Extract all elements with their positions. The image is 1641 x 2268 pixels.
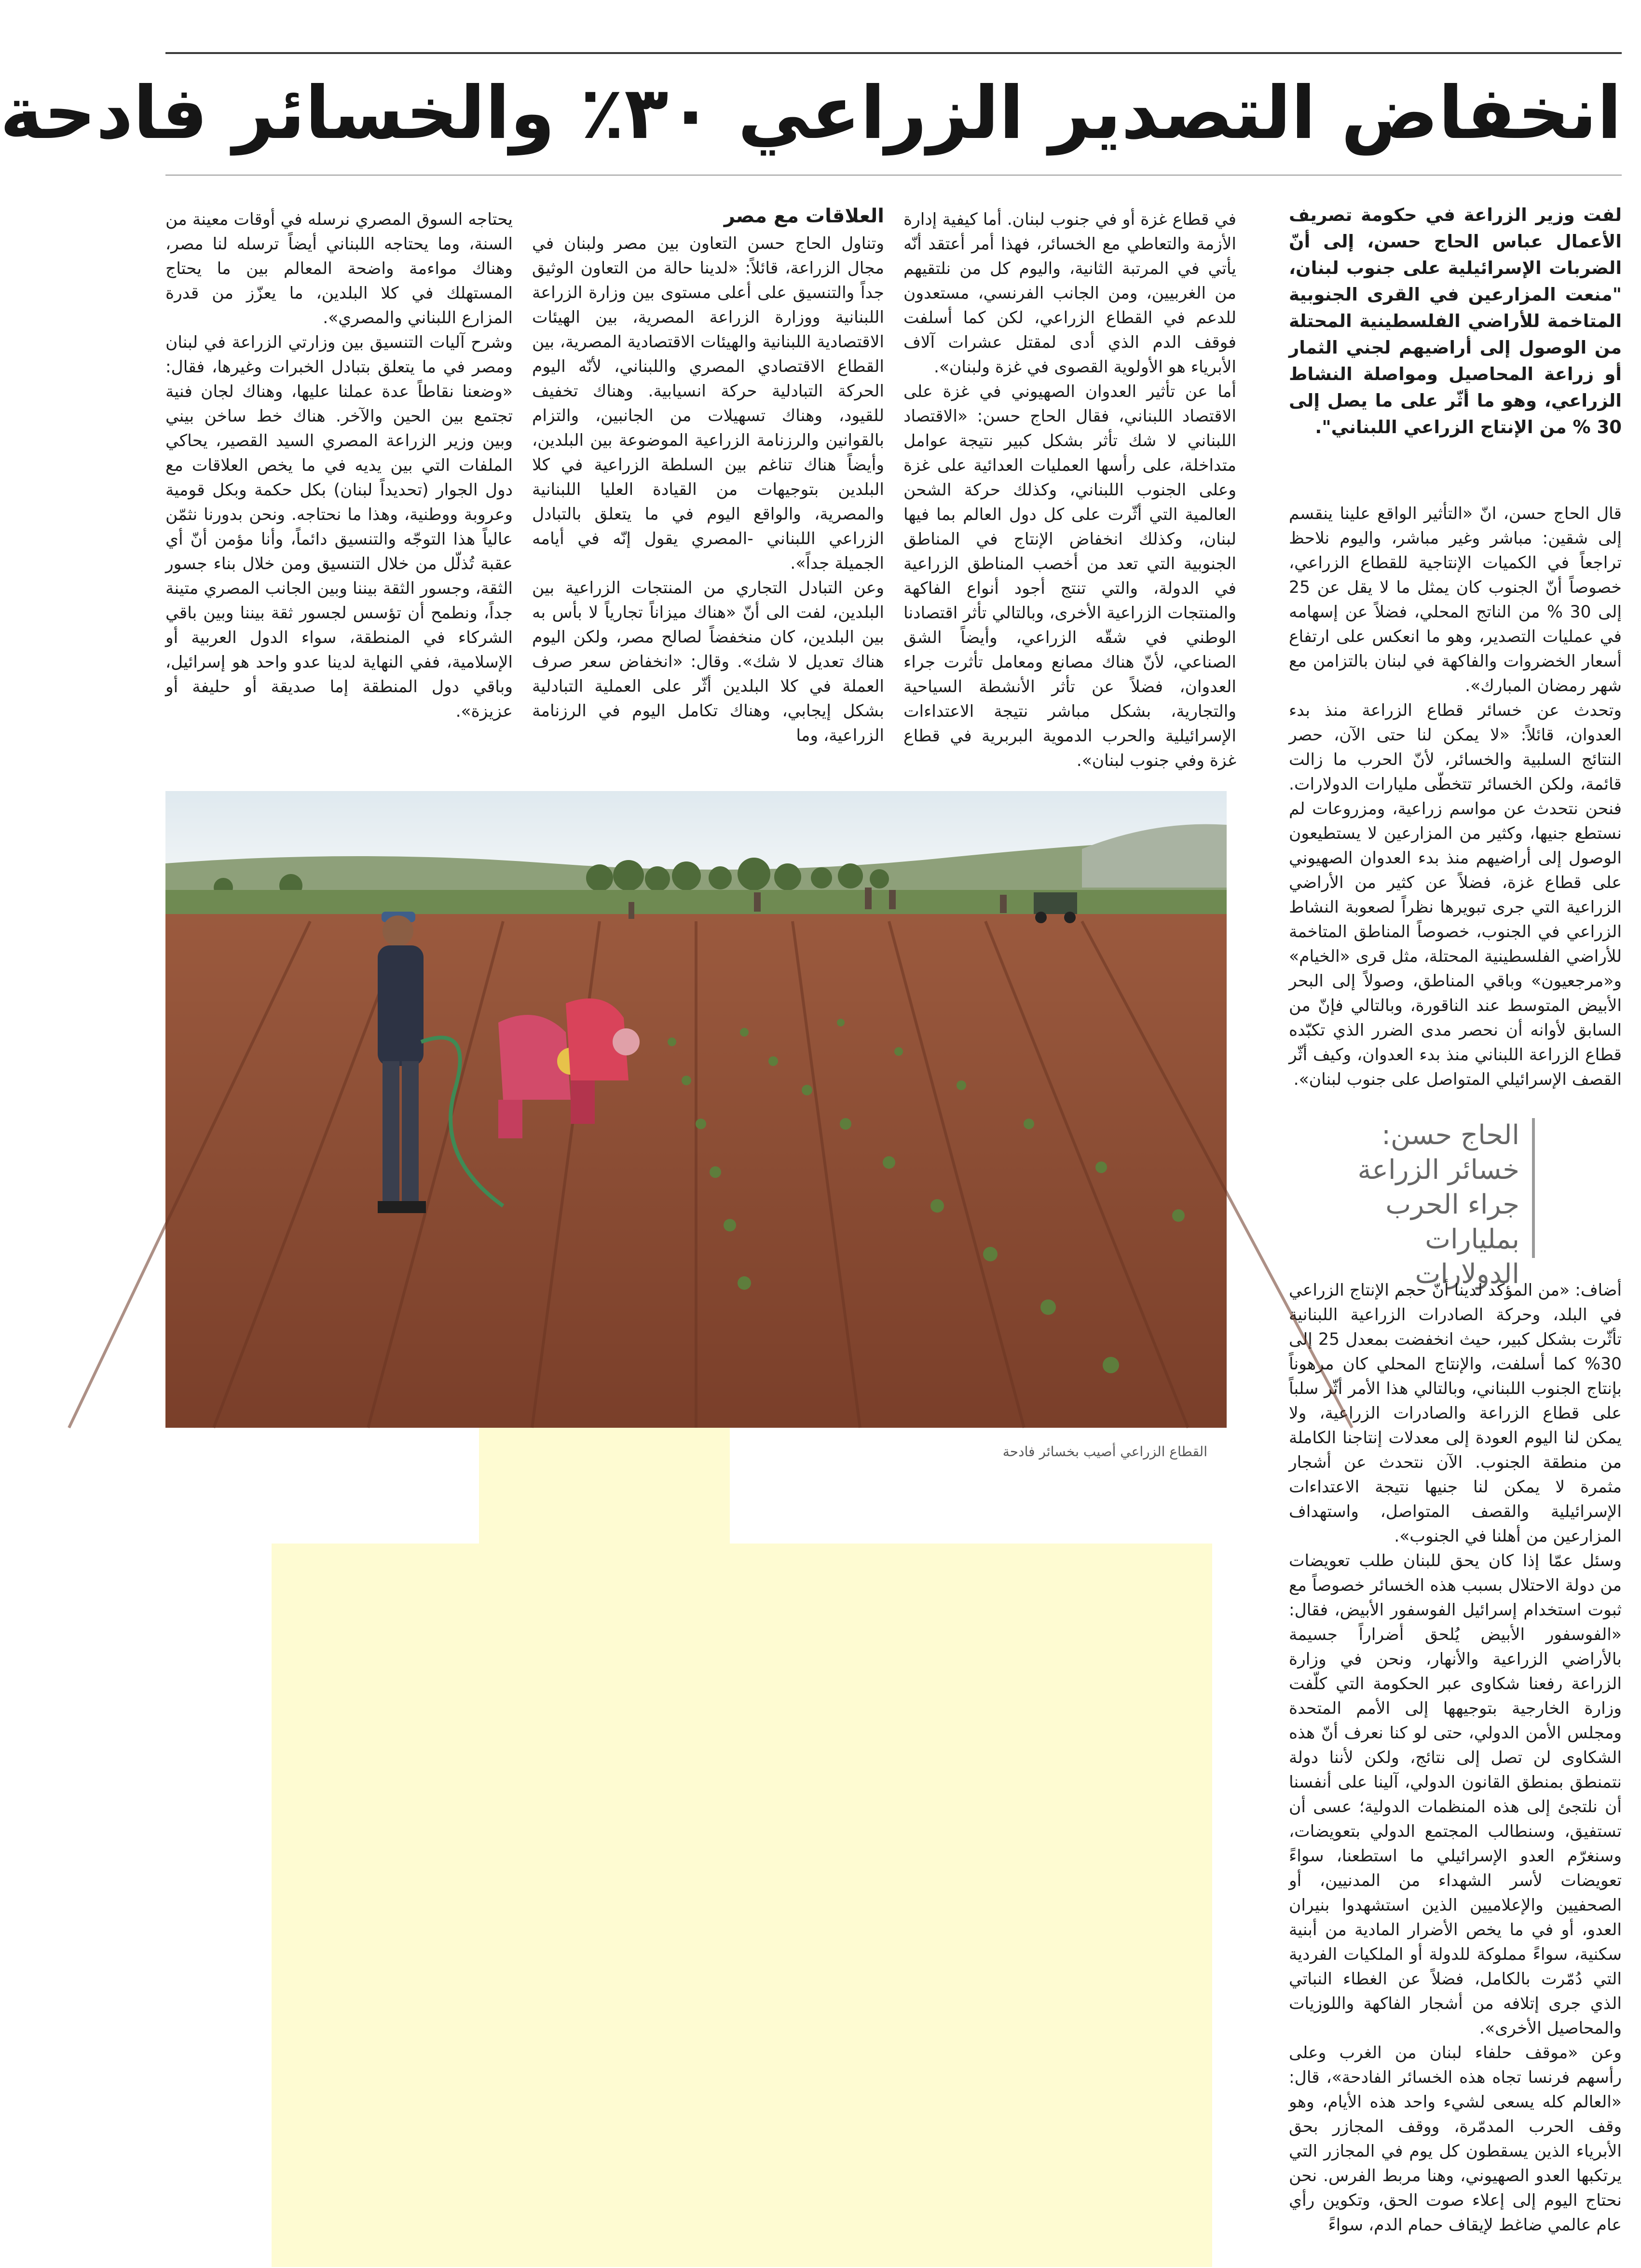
photo-caption: القطاع الزراعي أصيب بخسائر فادحة (1002, 1444, 1207, 1460)
col1b-paragraph: وسئل عمّا إذا كان يحق للبنان طلب تعويضات من دولة الاحتلال بسبب هذه الخسائر خصوصاً مع ثبوت استخدام إسرائيل الفوسفور الأبيض، فقال: «الفوسفور الأبيض يُلحق أضراراً جسيمة بالأراضي الزراعية والأنهار، ونحن في وزارة الزراعة رفعنا شكاوى عبر الحكومة التي كلّفت وزارة الخارجية بتوجيهها إلى الأمم المتحدة ومجلس الأمن الدولي، حتى لو كنا نعرف أنّ هذه الشكاوى لن تصل إلى نتائج، ولكن لأننا دولة نتمنطق بمنطق القانون الدولي، آلينا على أنفسنا أن نلتجئ إلى هذه المنظمات الدولية؛ عسى أن تستفيق، وسنطالب المجتمع الدولي بتعويضات، وسنغرّم العدو الإسرائيلي ما استطعنا، سواءً تعويضات لأسر الشهداء من المدنيين، أو الصحفيين والإعلاميين الذين استشهدوا بنيران العدو، أو في ما يخص الأضرار المادية من أبنية سكنية، سواءً مملوكة للدولة أو الملكيات الفردية التي دُمّرت بالكامل، فضلاً عن الغطاء النباتي الذي جرى إتلافه من أشجار الفاكهة واللوزيات والمحاصيل الأخرى». (1289, 1551, 1622, 2038)
section-subhead: العلاقات مع مصر (724, 205, 884, 227)
col4-paragraph: يحتاجه السوق المصري نرسله في أوقات معينة من السنة، وما يحتاجه اللبناني أيضاً ترسله لنا مصر، وهناك مواءمة واضحة المعالم بين ما يحتاج المستهلك في كلا البلدين، ما يعزّز من قدرة المزارع اللبناني والمصري». (165, 210, 513, 328)
highlight-overlay (479, 1428, 730, 1544)
pull-quote (1318, 1118, 1535, 1290)
col3-paragraph: وتناول الحاج حسن التعاون بين مصر ولبنان في مجال الزراعة، قائلاً: «لدينا حالة من التعاون الوثيق جداً والتنسيق على أعلى مستوى بين وزارة الزراعة اللبنانية ووزارة الزراعة المصرية، بين الهيئات الاقتصادية اللبنانية والهيئات الاقتصادية المصرية، بين القطاع الاقتصادي المصري واللبناني، لأنّه اليوم الحركة التبادلية حركة انسيابية. وهناك تخفيف للقيود، وهناك تسهيلات من الجانبين، والتزام بالقوانين والرزنامة الزراعية الموضوعة بين البلدين، وأيضاً هناك تناغم بين السلطة الزراعية في كلا البلدين بتوجيهات من القيادة العليا اللبنانية والمصرية، والواقع اليوم في ما يتعلق بالتبادل الزراعي اللبناني -المصري يقول إنّه في أيامه الجميلة جداً». (532, 234, 884, 573)
farm-field-photo (165, 791, 1227, 1428)
col2-paragraph: أما عن تأثير العدوان الصهيوني في غزة على الاقتصاد اللبناني، فقال الحاج حسن: «الاقتصاد اللبناني لا شك تأثر بشكل كبير نتيجة عوامل متداخلة، على رأسها العمليات العدائية على غزة وعلى الجنوب اللبناني، وكذلك حركة الشحن العالمية التي أثّرت على كل دول العالم بما فيها لبنان، وكذلك انخفاض الإنتاج في المناطق الجنوبية التي تعد من أخصب المناطق الزراعية في الدولة، والتي تنتج أجود أنواع الفاكهة والمنتجات الزراعية الأخرى، وبالتالي تأثر اقتصادنا الوطني في شقّه الزراعي، وأيضاً الشق الصناعي، لأنّ هناك مصانع ومعامل تأثرت جراء العدوان، فضلاً عن تأثر الأنشطة السياحية والتجارية، بشكل مباشر نتيجة الاعتداءات الإسرائيلية والحرب الدموية البربرية في قطاع غزة وفي جنوب لبنان». (903, 382, 1236, 770)
col1b-paragraph: أضاف: «من المؤكد لدينا أنّ حجم الإنتاج الزراعي في البلد، وحركة الصادرات الزراعية اللبنانية تأثّرت بشكل كبير، حيث انخفضت بمعدل 25 إلى 30% كما أسلفت، والإنتاج المحلي كان مرهوناً بإنتاج الجنوب اللبناني، وبالتالي هذا الأمر أثّر سلباً على قطاع الزراعة والصادرات الزراعية، ولا يمكن لنا اليوم العودة إلى معدلات إنتاجنا الكاملة من منطقة الجنوب. الآن نتحدث عن أشجار مثمرة لا يمكن لنا جنيها نتيجة الاعتداءات الإسرائيلية والقصف المتواصل، واستهداف المزارعين من أهلنا في الجنوب». (1289, 1281, 1622, 1546)
article-photo (165, 791, 1227, 1428)
col4-paragraph: وشرح آليات التنسيق بين وزارتي الزراعة في لبنان ومصر في ما يتعلق بتبادل الخبرات وغيرها، فقال: «وضعنا نقاطاً عدة عملنا عليها، وهناك لجان فنية تجتمع بين الحين والآخر. هناك خط ساخن بيني وبين وزير الزراعة المصري السيد القصير، يحاكي الملفات التي بين يديه في ما يخص العلاقات مع دول الجوار (تحديداً لبنان) بكل حكمة وبكل قومية وعروبة ووطنية، وهذا ما نحتاجه. ونحن بدورنا نثمّن عالياً هذا التوجّه والتنسيق دائماً، وأنا مؤمن أنّ أي عقبة تُذلّل من خلال التنسيق ومن خلال بناء جسور الثقة، وجسور الثقة بيننا وبين الجانب المصري متينة جداً، ونطمح أن تؤسس لجسور ثقة بيننا وبين باقي الشركاء في المنطقة، سواء الدول العربية أو الإسلامية، ففي النهاية لدينا عدو واحد هو إسرائيل، وباقي دول المنطقة إما صديقة أو حليفة أو عزيزة». (165, 333, 513, 721)
farmer-standing (378, 912, 426, 1213)
headline-rule (165, 175, 1622, 176)
column-3 (532, 232, 884, 772)
col1-paragraph: قال الحاج حسن، انّ «التأثير الواقع علينا ينقسم إلى شقين: مباشر وغير مباشر، واليوم نلاحظ تراجعاً في الكميات الإنتاجية للقطاع الزراعي، خصوصاً أنّ الجنوب كان يمثل ما لا يقل عن 25 إلى 30 % من الناتج المحلي، فضلاً عن إسهامه في عمليات التصدير، وهو ما انعكس على ارتفاع أسعار الخضروات والفاكهة في لبنان بالتزامن مع شهر رمضان المبارك». (1289, 504, 1622, 696)
col2-paragraph: في قطاع غزة أو في جنوب لبنان. أما كيفية إدارة الأزمة والتعاطي مع الخسائر، فهذا أمر أعتقد أنّه يأتي في المرتبة الثانية، واليوم كل من نلتقيهم من الغربيين، ومن الجانب الفرنسي، مستعدون للدعم في القطاع الزراعي، لكن كما أسلفت فوقف الدم الذي أدى لمقتل عشرات آلاف الأبرياء هو الأولوية القصوى في غزة ولبنان». (903, 210, 1236, 377)
column-1-continued (1289, 1278, 1622, 2248)
top-rule (165, 52, 1622, 54)
pull-quote-text: الحاج حسن: خسائر الزراعة جراء الحرب بمليارات الدولارات (1357, 1120, 1519, 1290)
col3-paragraph: وعن التبادل التجاري من المنتجات الزراعية بين البلدين، لفت الى أنّ «هناك ميزاناً تجارياً لا بأس به بين البلدين، كان منخفضاً لصالح مصر، ولكن اليوم هناك تعديل لا شك». وقال: «انخفاض سعر صرف العملة في كلا البلدين أثّر على العملية التبادلية بشكل إيجابي، وهناك تكامل اليوم في الرزنامة الزراعية، وما (532, 578, 884, 745)
headline: انخفاض التصدير الزراعي ٣٠٪ والخسائر فادحة (0, 71, 1622, 155)
col1b-paragraph: وعن «موقف حلفاء لبنان من الغرب وعلى رأسهم فرنسا تجاه هذه الخسائر الفادحة»، قال: «العالم كله يسعى لشيء واحد هذه الأيام، وهو وقف الحرب المدمّرة، ووقف المجازر بحق الأبرياء الذين يسقطون كل يوم في المجازر التي يرتكبها العدو الصهيوني، وهنا مربط الفرس. نحن نحتاج اليوم إلى إعلاء صوت الحق، وتكوين رأي عام عالمي ضاغط لإيقاف حمام الدم، سواءً (1289, 2043, 1622, 2235)
highlight-overlay-large (272, 1544, 1212, 2267)
lead-paragraph: لفت وزير الزراعة في حكومة تصريف الأعمال عباس الحاج حسن، إلى أنّ الضربات الإسرائيلية على جنوب لبنان، "منعت المزارعين في القرى الجنوبية المتاخمة للأراضي الفلسطينية المحتلة من الوصول إلى أراضيهم لجني الثمار أو زراعة المحاصيل ومواصلة النشاط الزراعي، وهو ما أثّر على ما يصل إلى 30 % من الإنتاج الزراعي اللبناني". (1289, 205, 1622, 437)
column-4 (165, 207, 513, 772)
col1-paragraph: وتحدث عن خسائر قطاع الزراعة منذ بدء العدوان، قائلاً: «لا يمكن لنا حتى الآن، حصر النتائج السلبية والخسائر، لأنّ الحرب ما زالت قائمة، ولكن الخسائر تتخطّى مليارات الدولارات. فنحن نتحدث عن مواسم زراعية، ومزروعات لم نستطع جنيها، وكثير من المزارعين لا يستطيعون الوصول إلى أراضيهم منذ بدء العدوان الصهيوني على قطاع غزة، فضلاً عن كثير من الأراضي الزراعية التي جرى تبويرها نظراً لصعوبة النشاط الزراعي في الجنوب، خصوصاً المناطق المتاخمة للأراضي الفلسطينية المحتلة، مثل قرى «الخيام» و«مرجعيون» وباقي المناطق، وصولاً إلى البحر الأبيض المتوسط عند الناقورة، وبالتالي فإنّ من السابق لأوانه أن نحصر مدى الضرر الذي تكبّده قطاع الزراعة اللبناني منذ بدء العدوان، وكيف أثّر القصف الإسرائيلي المتواصل على جنوب لبنان». (1289, 701, 1622, 1089)
column-2 (903, 207, 1236, 772)
